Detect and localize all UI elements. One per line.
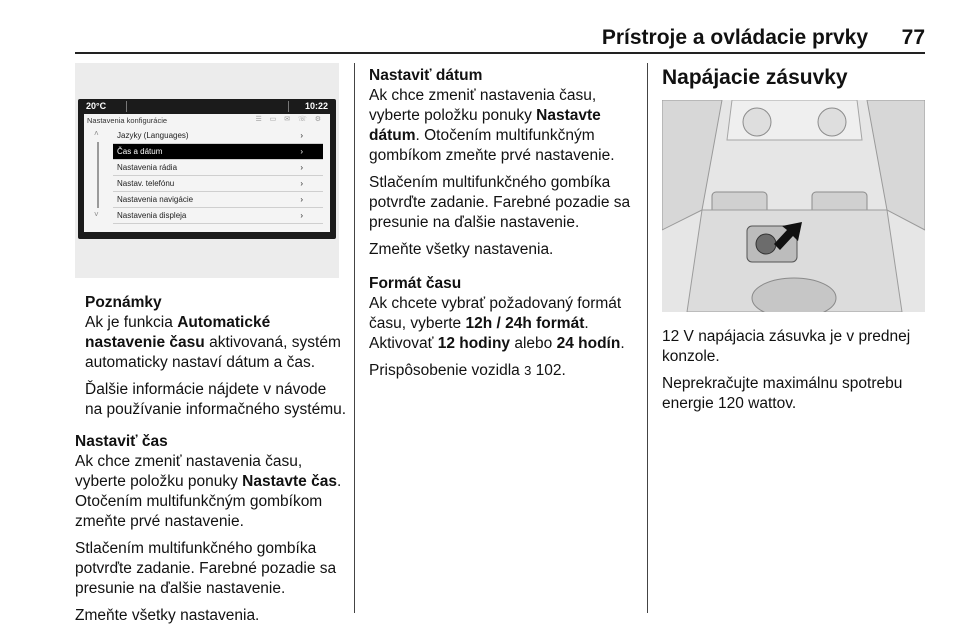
body-text: . xyxy=(584,315,589,332)
screen-body xyxy=(84,114,330,232)
menu-item[interactable] xyxy=(113,192,323,208)
power-sockets-section xyxy=(662,327,932,421)
screen-temperature: 20°C xyxy=(86,101,107,111)
body-text: Ak chcete vybrať požadovaný formát času, vyberte xyxy=(369,295,622,332)
menu-item-ref: 12h / 24h formát xyxy=(465,315,585,332)
screen-status-bar xyxy=(78,99,336,114)
body-text: . Otočením multifunkčným gombíkom zmeňte prvé nastavenie. xyxy=(369,127,615,164)
note-text-2: Ďalšie informácie nájdete v návode na používanie informačného systému. xyxy=(85,381,347,418)
body-text: Neprekračujte maximálnu spotrebu energie 120 wattov. xyxy=(662,375,903,412)
screen-time: 10:22 xyxy=(304,101,328,111)
body-text: . Otočením multifunkčným gombíkom zmeňte prvé nastavenie. xyxy=(75,473,342,530)
note-emphasis: Automatické nastavenie času xyxy=(85,314,271,351)
menu-item[interactable] xyxy=(113,208,323,224)
body-text: Ak chce zmeniť nastavenia času, vyberte položku ponuky xyxy=(75,453,303,490)
chevron-right-icon: › xyxy=(300,163,303,172)
menu-item[interactable] xyxy=(113,128,323,144)
console-drawing xyxy=(662,100,925,312)
menu-item[interactable] xyxy=(113,160,323,176)
body-text: Stlačením multifunkčného gombíka potvrďte zadanie. Farebné pozadie sa presunie na ďalšie nastavenie. xyxy=(75,540,337,597)
header-rule xyxy=(75,52,925,54)
status-icons: ☰ ▭ ✉ ☏ ⚙ xyxy=(255,116,324,123)
chevron-right-icon: › xyxy=(300,131,303,140)
set-date-section xyxy=(369,66,639,388)
menu-item-label: Nastav. telefónu xyxy=(117,179,175,188)
menu-scrollbar xyxy=(93,129,103,222)
menu-item-label: Nastavenia navigácie xyxy=(117,195,194,204)
power-sockets-heading: Napájacie zásuvky xyxy=(662,66,848,89)
body-text: Zmeňte všetky nastavenia. xyxy=(75,607,260,624)
note-heading: Poznámky xyxy=(85,294,162,311)
column-divider-1 xyxy=(354,63,355,613)
body-text: Ak chce zmeniť nastavenia času, vyberte položku ponuky xyxy=(369,87,597,124)
menu-item-ref: Nastavte čas xyxy=(242,473,337,490)
menu-item-ref: Nastavte dátum xyxy=(369,107,601,144)
body-text: Aktivovať xyxy=(369,335,438,352)
settings-menu xyxy=(113,128,323,224)
settings-screenshot xyxy=(75,63,339,278)
scroll-up-icon: ˄ xyxy=(94,129,99,138)
set-time-heading: Nastaviť čas xyxy=(75,433,168,450)
body-text: . xyxy=(620,335,625,352)
menu-item-label: Nastavenia rádia xyxy=(117,163,178,172)
screen-title: Nastavenia konfigurácie xyxy=(87,116,168,125)
menu-item-label: Čas a dátum xyxy=(117,147,163,156)
set-date-heading: Nastaviť dátum xyxy=(369,67,483,84)
scroll-down-icon: ˅ xyxy=(94,210,99,219)
option-ref: 24 hodín xyxy=(556,335,621,352)
chevron-right-icon: › xyxy=(300,211,303,220)
page-reference-icon: 3 xyxy=(524,363,532,378)
scroll-track xyxy=(97,142,99,208)
option-ref: 12 hodiny xyxy=(437,335,511,352)
menu-item[interactable] xyxy=(113,144,323,160)
chevron-right-icon: › xyxy=(300,179,303,188)
power-socket-illustration xyxy=(662,100,925,312)
body-text: Zmeňte všetky nastavenia. xyxy=(369,241,554,258)
note-text: aktivovaná, systém automaticky nastaví dátum a čas. xyxy=(85,334,341,371)
body-text: alebo xyxy=(510,335,557,352)
header-title: Prístroje a ovládacie prvky xyxy=(601,26,868,49)
chevron-right-icon: › xyxy=(300,147,303,156)
menu-item[interactable] xyxy=(113,176,323,192)
menu-item-label: Nastavenia displeja xyxy=(117,211,187,220)
note-block xyxy=(85,293,347,427)
body-text: Prispôsobenie vozidla xyxy=(369,362,525,379)
note-text: Ak je funkcia xyxy=(85,314,178,331)
menu-item-label: Jazyky (Languages) xyxy=(117,131,189,140)
chevron-right-icon: › xyxy=(300,195,303,204)
status-separator xyxy=(288,101,289,112)
page-reference: 102. xyxy=(531,362,566,379)
body-text: Stlačením multifunkčného gombíka potvrďte zadanie. Farebné pozadie sa presunie na ďalšie nastavenie. xyxy=(369,174,631,231)
column-divider-2 xyxy=(647,63,648,613)
time-format-heading: Formát času xyxy=(369,275,462,292)
set-time-section xyxy=(75,432,345,633)
page-number: 77 xyxy=(901,26,925,49)
status-separator xyxy=(126,101,127,112)
body-text: 12 V napájacia zásuvka je v prednej konzole. xyxy=(662,328,911,365)
display-screen xyxy=(78,99,336,239)
